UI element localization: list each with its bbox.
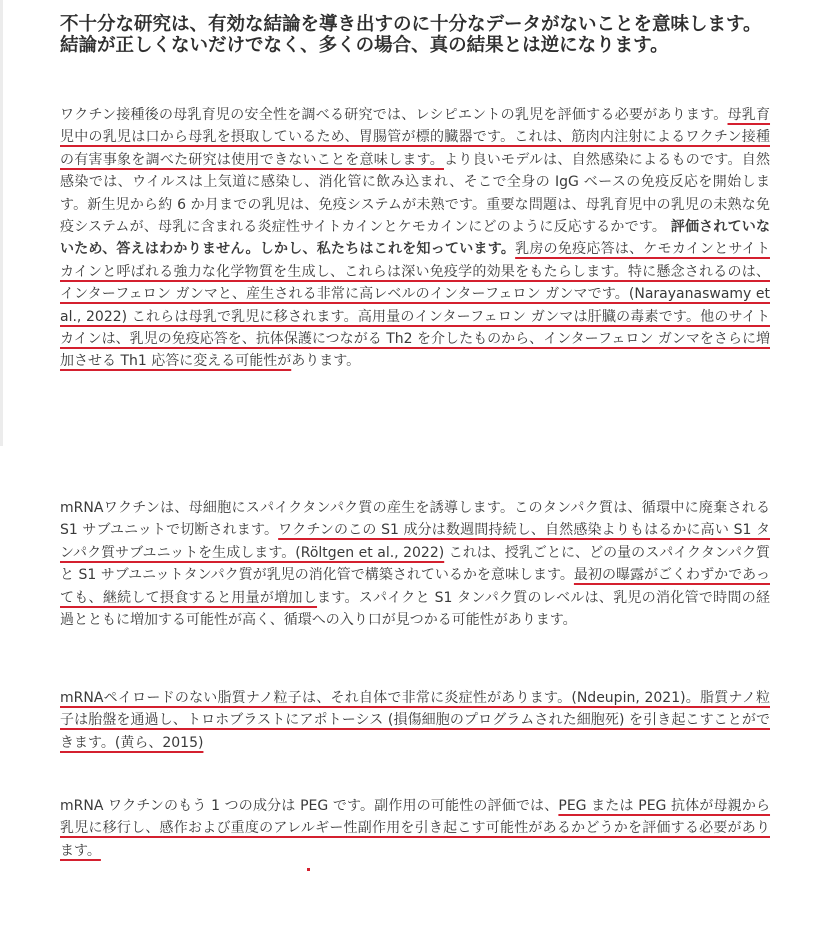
highlighted-text: ワクチンのこの S1 成分は数週間持続し、自然感染よりもはるかに高い S1 タンパク質サブユニットを生成します。(Röltgen et al., 2022) xyxy=(60,522,770,561)
highlighted-text: 母乳育児中の乳児は口から母乳を摂取しているため、胃腸管が標的臓器です。これは、筋肉内注射によるワクチン接種の有害事象を調べた研究は使用できないことを意味します。 xyxy=(60,107,771,168)
paragraph-mrna-spike-protein xyxy=(60,497,770,631)
highlighted-text: 最初の曝露がごくわずかであっても、継続して摂食すると用量が増加し xyxy=(60,567,770,606)
paragraph-text: ます。スパイクと S1 タンパク質のレベルは、乳児の消化管で時間の経過とともに増加する可能性が高く、循環への入り口が見つかる可能性があります。 xyxy=(60,589,771,629)
stray-mark xyxy=(307,868,310,871)
paragraph-breastfeeding-safety xyxy=(60,104,770,373)
paragraph-text: ワクチン接種後の母乳育児の安全性を調べる研究では、レシピエントの乳児を評価する必要があります。 xyxy=(60,107,728,123)
article-heading: 不十分な研究は、有効な結論を導き出すのに十分なデータがないことを意味します。結論が正しくないだけでなく、多くの場合、真の結果とは逆になります。 xyxy=(60,14,762,56)
paragraph-text: より良いモデルは、自然感染によるものです。自然感染では、ウイルスは上気道に感染し、消化管に飲み込まれ、そこで全身の IgG ベースの免疫反応を開始します。新生児から約 6 か月までの乳児は、免疫システムが未熟です。重要な問題は、母乳育児中の乳児の未熟な免疫システムが、母乳に含まれる炎症性サイトカインとケモカインにどのように反応するかです。 xyxy=(60,151,770,236)
highlighted-text: PEG または PEG 抗体が母親から乳児に移行し、感作および重度のアレルギー性副作用を引き起こす可能性があるかどうかを評価する必要があります。 xyxy=(60,798,771,859)
highlighted-text: 乳房の免疫応答は、ケモカインとサイトカインと呼ばれる強力な化学物質を生成し、これらは深い免疫学的効果をもたらします。特に懸念されるのは、インターフェロン ガンマと、産生される非常に高レベルのインターフェロン ガンマです。(Narayanaswamy et al., 2022) これらは母乳で乳児に移されます。高用量のインターフェロン ガンマは肝臓の毒素です。他のサイトカインは、乳児の免疫応答を、抗体保護につながる Th2 を介したものから、インターフェロン ガンマをさらに増加させる Th1 応答に変える可能性が xyxy=(60,241,770,370)
left-edge-divider xyxy=(0,0,3,446)
paragraph-peg xyxy=(60,795,770,862)
paragraph-text: あります。 xyxy=(291,353,361,370)
paragraph-text: mRNA ワクチンのもう 1 つの成分は PEG です。副作用の可能性の評価では、 xyxy=(60,798,559,814)
paragraph-text: mRNAワクチンは、母細胞にスパイクタンパク質の産生を誘導します。このタンパク質は、循環中に廃棄される S1 サブユニットで切断されます。 xyxy=(60,500,770,539)
paragraph-text: これは、授乳ごとに、どの量のスパイクタンパク質と S1 サブユニットタンパク質が乳児の消化管で構築されているかを意味します。 xyxy=(60,544,770,584)
bold-text: 評価されていないため、答えはわかりません。しかし、私たちはこれを知っています。 xyxy=(60,219,770,258)
paragraph-lipid-nanoparticles xyxy=(60,687,770,754)
highlighted-text: mRNAペイロードのない脂質ナノ粒子は、それ自体で非常に炎症性があります。(Ndeupin, 2021)。脂質ナノ粒子は胎盤を通過し、トロホブラストにアポトーシス (損傷細胞のプログラムされた細胞死) を引き起こすことができます。(黄ら、2015) xyxy=(60,690,770,751)
